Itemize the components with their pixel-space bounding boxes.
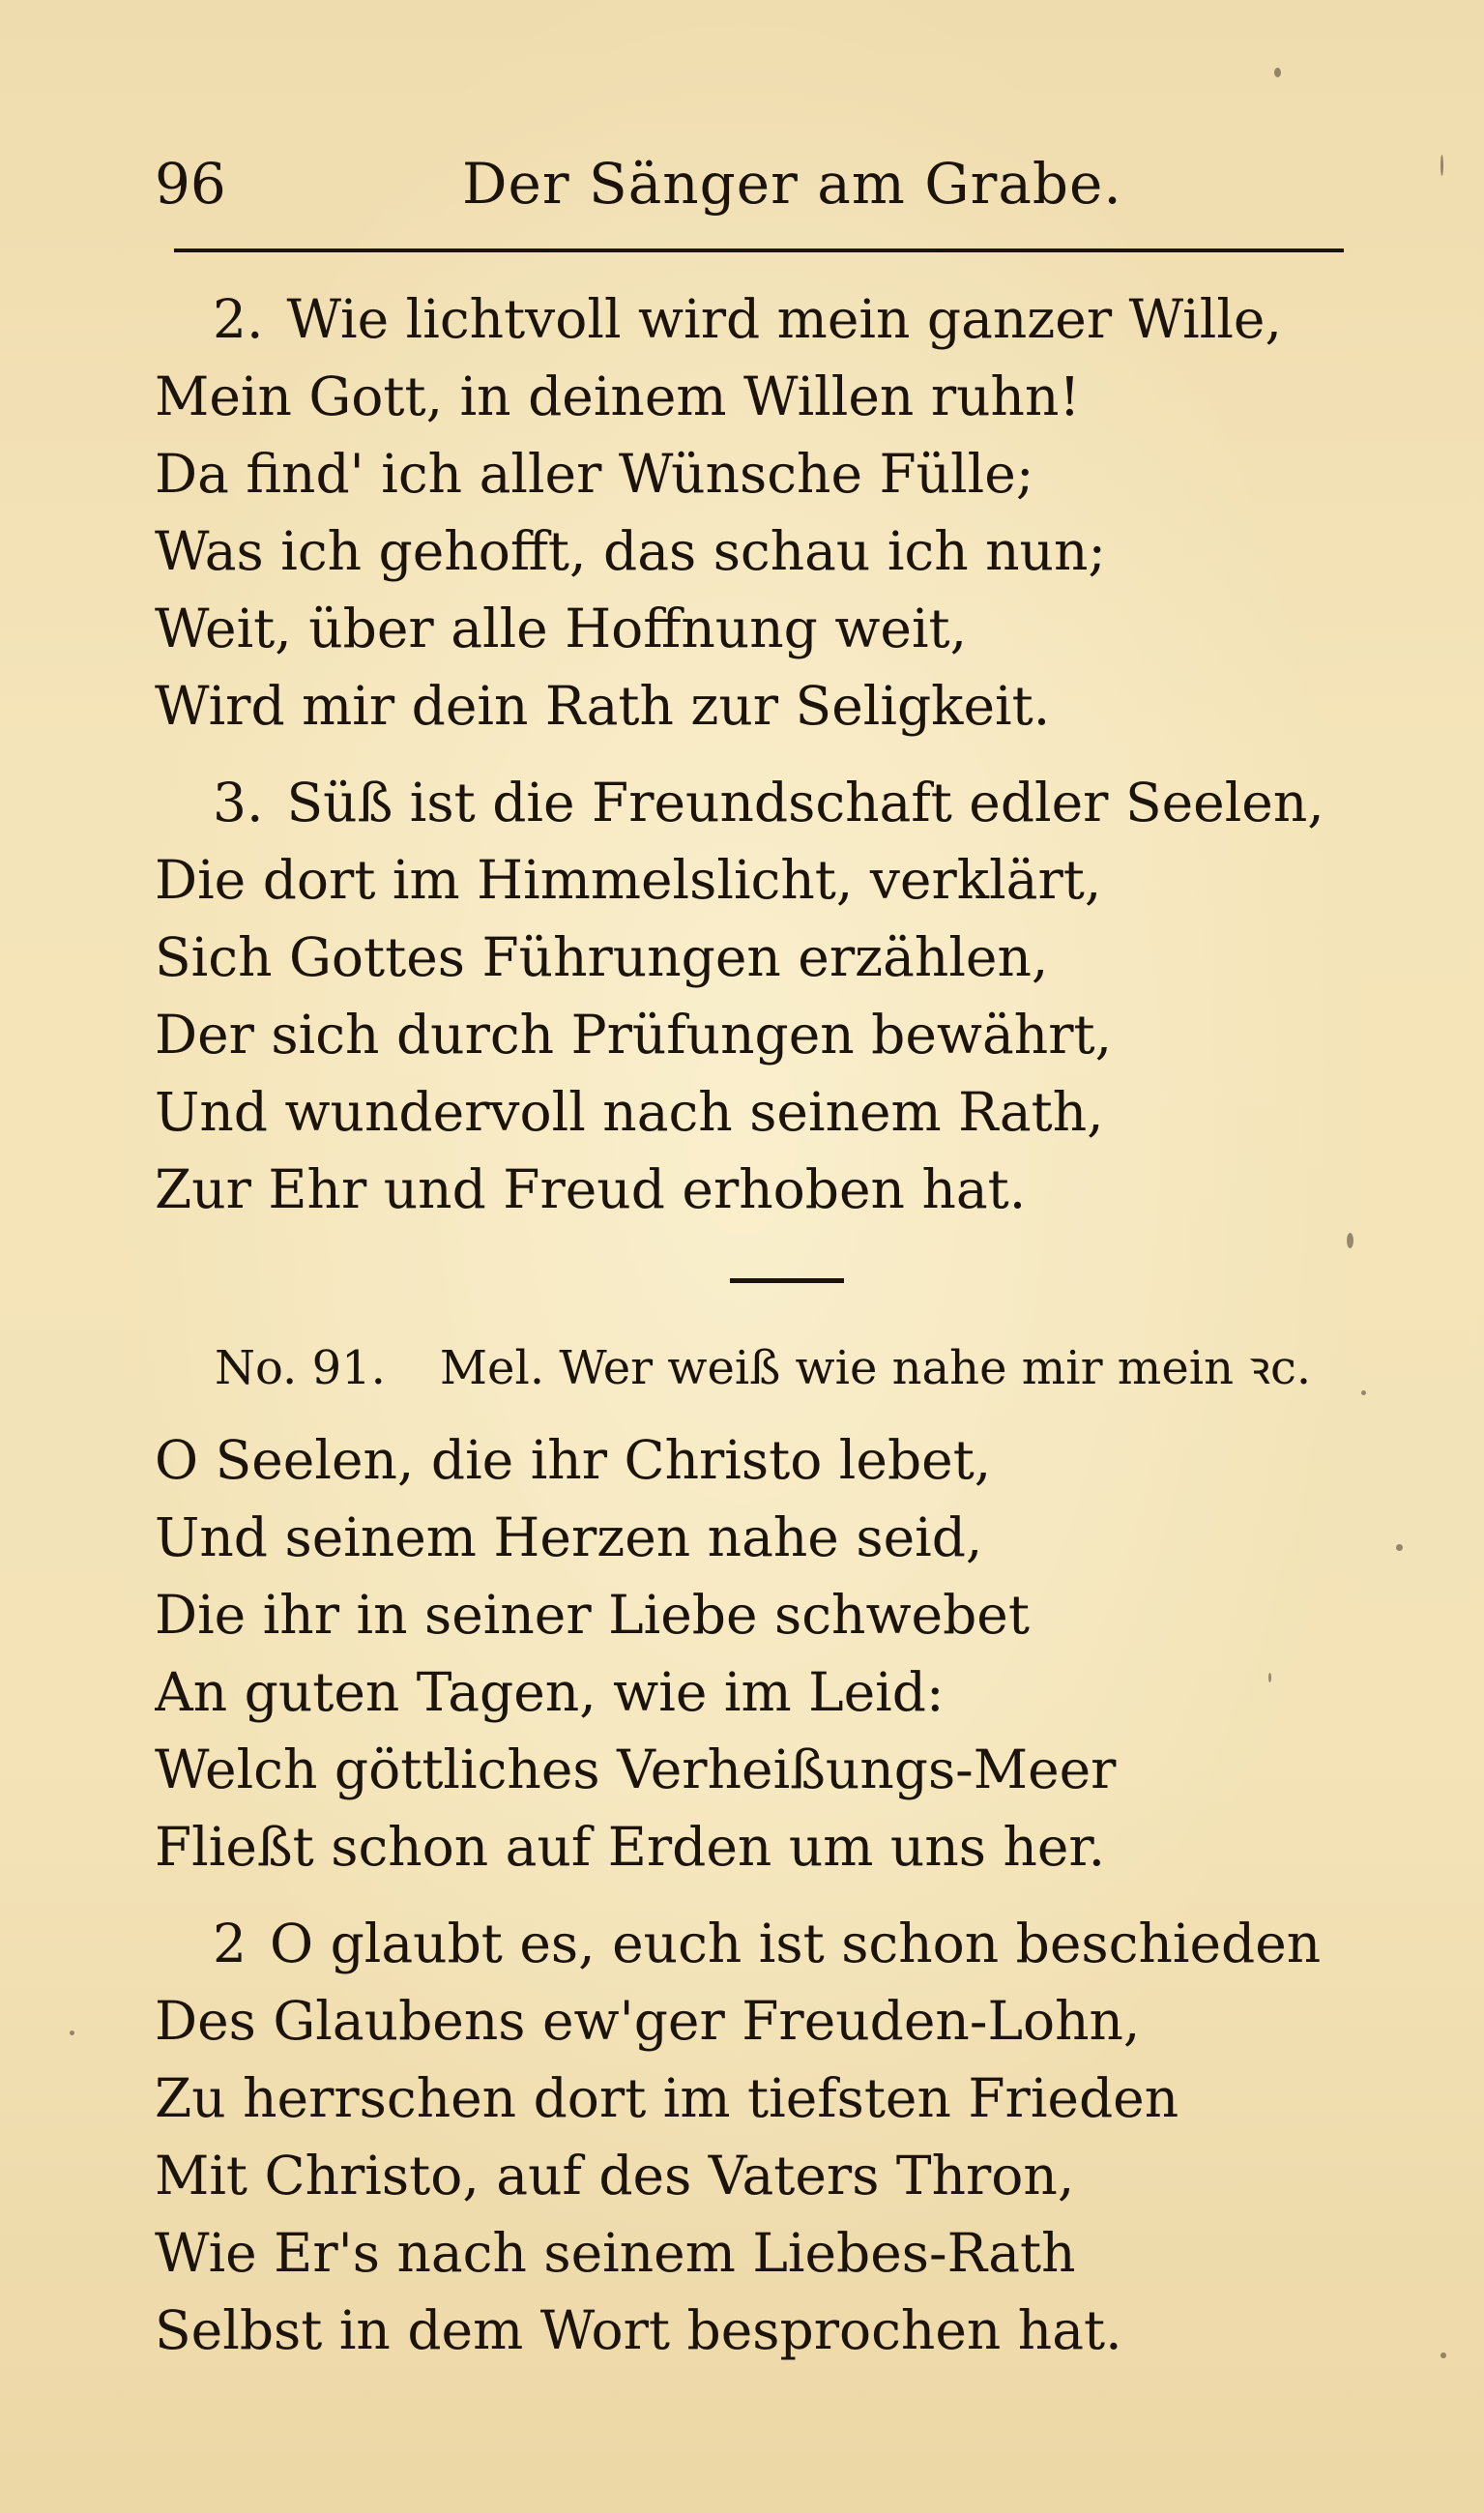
stanza-line: Was ich gehofft, das schau ich nun; bbox=[155, 520, 1106, 582]
stanza-number: 2. bbox=[213, 288, 264, 350]
stanza-line: Zu herrschen dort im tiefsten Frieden bbox=[155, 2067, 1179, 2129]
stanza-line: Welch göttliches Verheißungs-Meer bbox=[155, 1739, 1117, 1800]
stanza-line: 3. Süß ist die Freundschaft edler Seelen, bbox=[213, 772, 1324, 833]
stanza-line: Und seinem Herzen nahe seid, bbox=[155, 1506, 983, 1568]
stanza-line: O Seelen, die ihr Christo lebet, bbox=[155, 1429, 992, 1491]
stanza-line: Da find' ich aller Wünsche Fülle; bbox=[155, 443, 1034, 505]
stanza-line: 2. Wie lichtvoll wird mein ganzer Wille, bbox=[213, 288, 1282, 350]
section-divider bbox=[730, 1278, 844, 1283]
stanza-line: Selbst in dem Wort besprochen hat. bbox=[155, 2299, 1122, 2361]
stanza-number: 3. bbox=[213, 772, 264, 833]
stanza-line: Wie Er's nach seinem Liebes-Rath bbox=[155, 2222, 1076, 2284]
stanza-line: Der sich durch Prüfungen bewährt, bbox=[155, 1004, 1113, 1066]
page-header bbox=[155, 145, 1344, 222]
stanza-line: An guten Tagen, wie im Leid: bbox=[155, 1661, 945, 1723]
stanza-line: Mit Christo, auf des Vaters Thron, bbox=[155, 2145, 1075, 2206]
stanza-line: 2 O glaubt es, euch ist schon beschieden bbox=[213, 1913, 1322, 1974]
stanza-line: Und wundervoll nach seinem Rath, bbox=[155, 1081, 1104, 1143]
stanza-2 bbox=[155, 280, 1344, 745]
running-title: Der Sänger am Grabe. bbox=[462, 151, 1122, 217]
stanza-line: Fließt schon auf Erden um uns her. bbox=[155, 1816, 1106, 1878]
hymn-heading bbox=[215, 1334, 1346, 1402]
header-rule bbox=[174, 248, 1344, 252]
stanza-line: Des Glaubens ew'ger Freuden-Lohn, bbox=[155, 1990, 1141, 2052]
hymn-stanza-1 bbox=[155, 1421, 1344, 1885]
stanza-line: Die dort im Himmelslicht, verklärt, bbox=[155, 849, 1102, 911]
hymn-stanza-2 bbox=[155, 1905, 1344, 2369]
stanza-line: Die ihr in seiner Liebe schwebet bbox=[155, 1584, 1030, 1646]
stanza-line: Mein Gott, in deinem Willen ruhn! bbox=[155, 365, 1081, 427]
stanza-3 bbox=[155, 764, 1344, 1228]
stanza-line: Wird mir dein Rath zur Seligkeit. bbox=[155, 675, 1051, 737]
stanza-number: 2 bbox=[213, 1913, 247, 1974]
stanza-line: Sich Gottes Führungen erzählen, bbox=[155, 926, 1049, 988]
hymn-number: No. 91. bbox=[215, 1341, 386, 1395]
page-number: 96 bbox=[155, 151, 226, 217]
stanza-line: Zur Ehr und Freud erhoben hat. bbox=[155, 1158, 1027, 1220]
melody-reference: Mel. Wer weiß wie nahe mir mein ꝛc. bbox=[439, 1341, 1312, 1395]
stanza-line: Weit, über alle Hoffnung weit, bbox=[155, 598, 968, 659]
